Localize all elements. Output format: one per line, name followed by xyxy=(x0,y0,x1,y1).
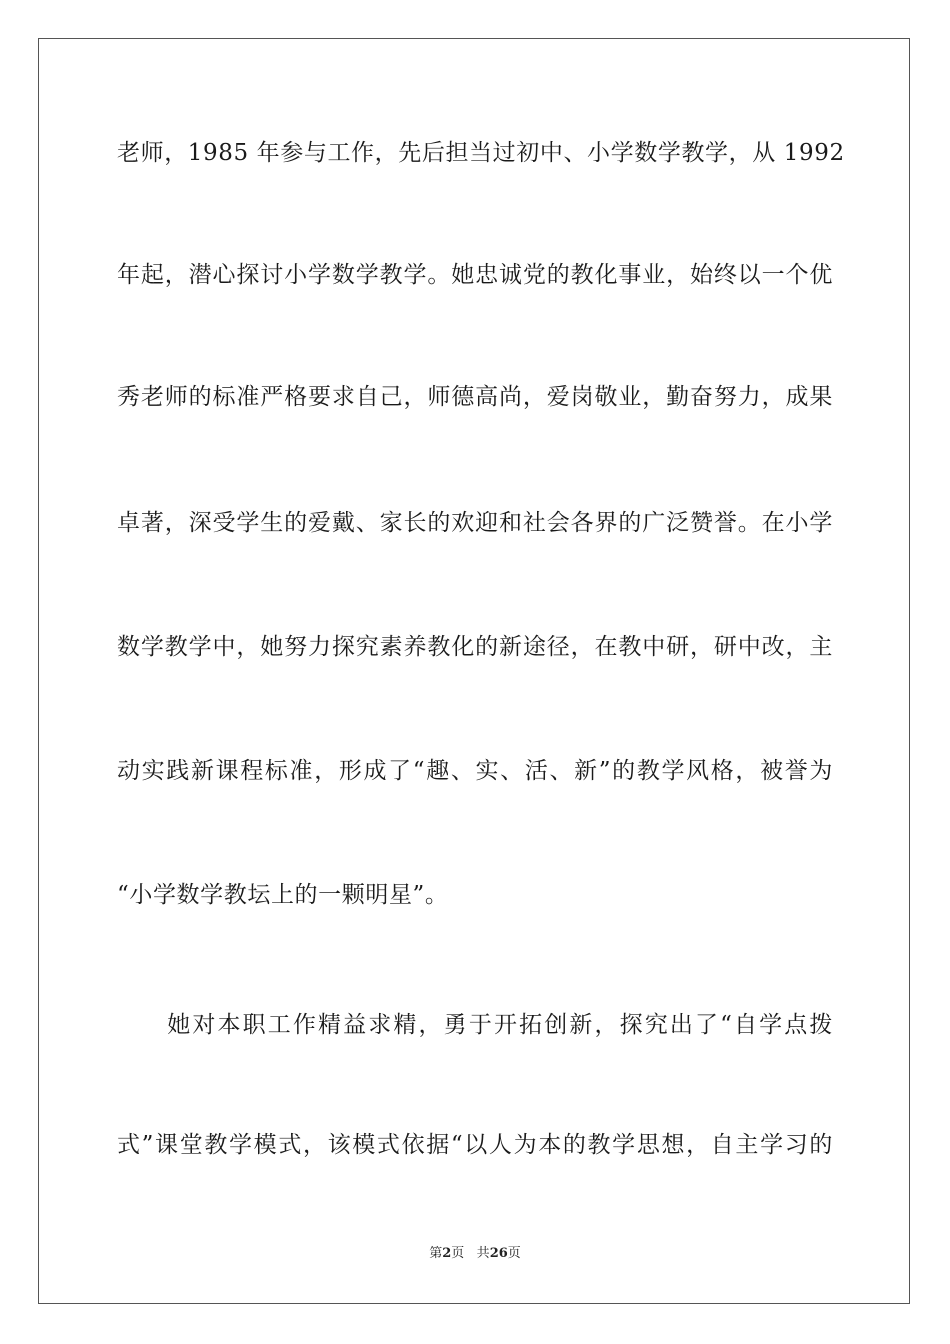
text-line: 式”课堂教学模式，该模式依据“以人为本的教学思想，自主学习的 xyxy=(117,1132,833,1158)
page-suffix: 页 xyxy=(451,1246,465,1261)
page-border xyxy=(38,38,910,1304)
text-line: 卓著，深受学生的爱戴、家长的欢迎和社会各界的广泛赞誉。在小学 xyxy=(117,510,833,536)
page-footer xyxy=(0,1245,950,1263)
page-prefix: 第 xyxy=(429,1246,443,1261)
text-line: 秀老师的标准严格要求自己，师德高尚，爱岗敬业，勤奋努力，成果 xyxy=(117,384,833,410)
text-line: 年起，潜心探讨小学数学教学。她忠诚党的教化事业，始终以一个优 xyxy=(117,262,833,288)
text-line: 她对本职工作精益求精，勇于开拓创新，探究出了“自学点拨 xyxy=(117,1012,833,1038)
text-line: 数学教学中，她努力探究素养教化的新途径，在教中研，研中改，主 xyxy=(117,634,833,660)
text-line: 老师，1985 年参与工作，先后担当过初中、小学数学教学，从 1992 xyxy=(117,140,845,166)
total-suffix: 页 xyxy=(507,1246,521,1261)
text-line: 动实践新课程标准，形成了“趣、实、活、新”的教学风格，被誉为 xyxy=(117,758,833,784)
total-prefix: 共 xyxy=(476,1246,490,1261)
text-line: “小学数学教坛上的一颗明星”。 xyxy=(117,882,449,908)
total-pages: 26 xyxy=(489,1246,508,1261)
page-number: 2 xyxy=(442,1246,452,1261)
